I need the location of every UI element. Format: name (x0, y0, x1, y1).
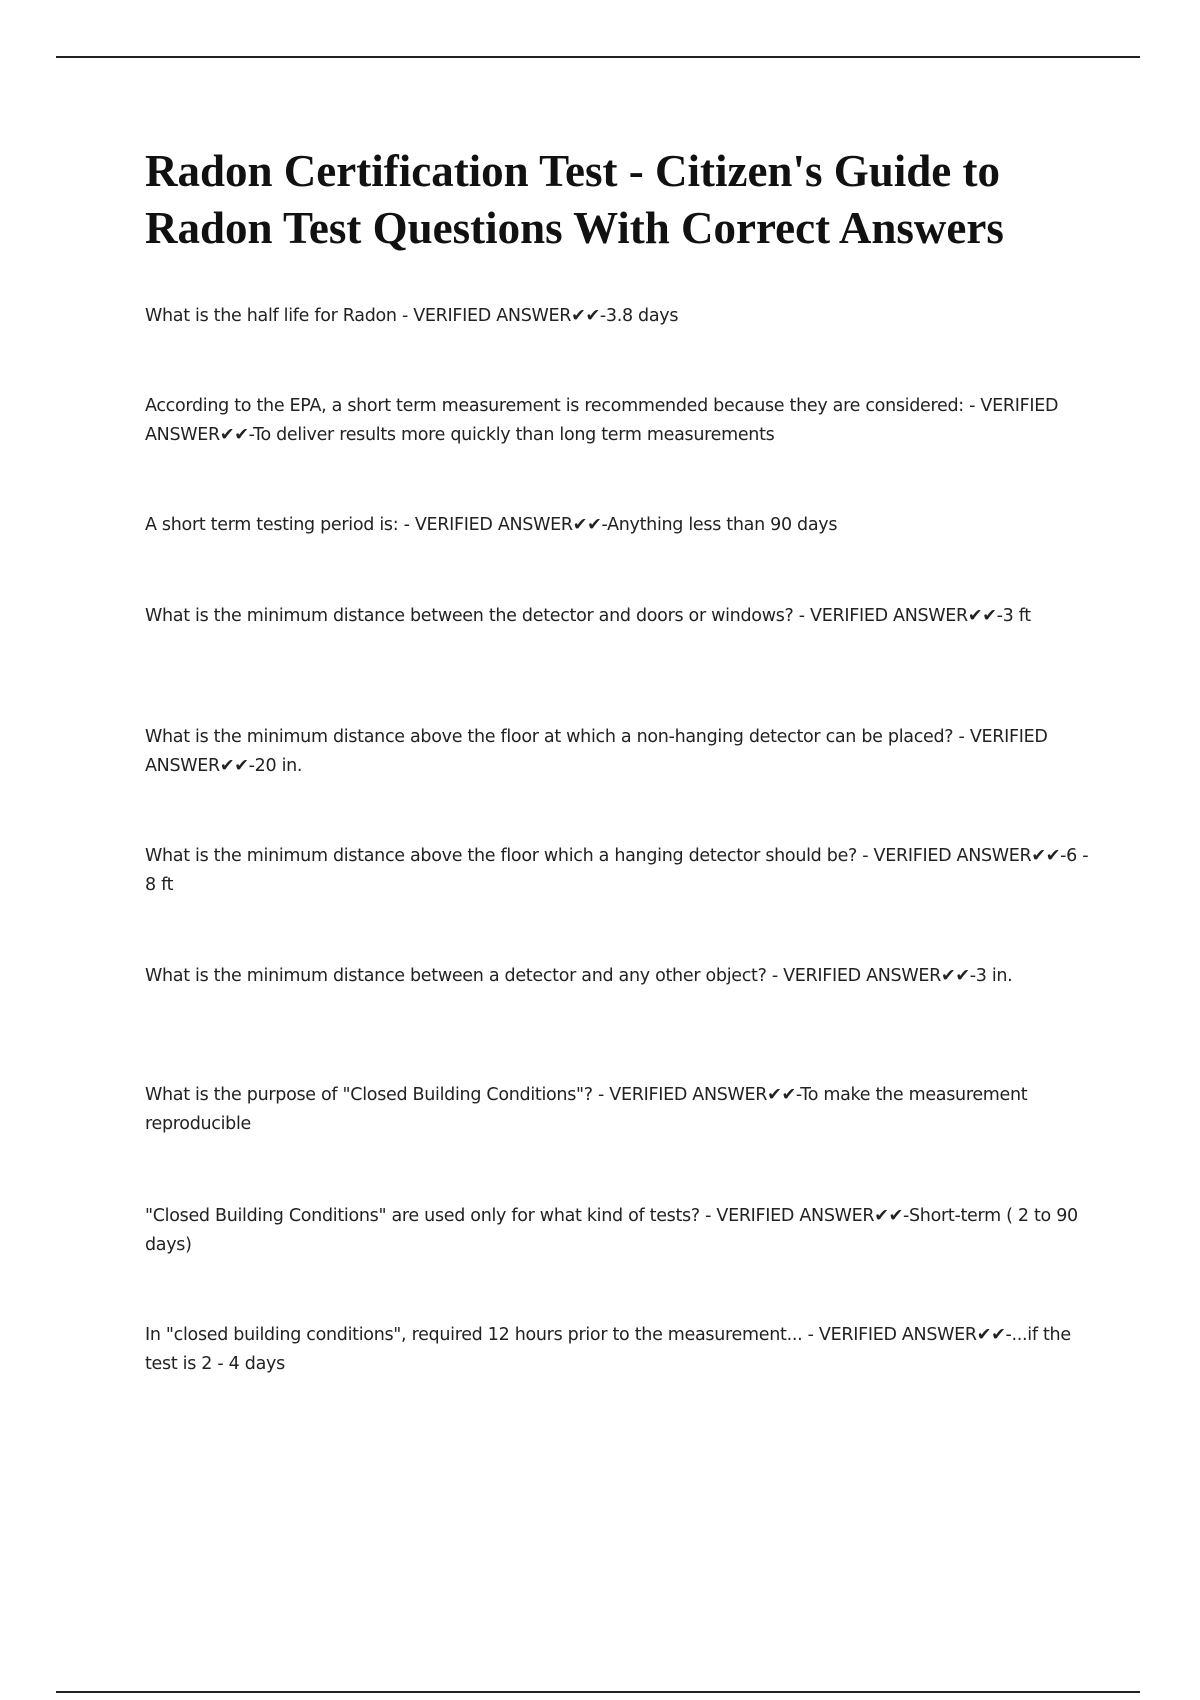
qa-item-1: What is the half life for Radon - VERIFIED ANSWER✔✔-3.8 days (145, 306, 679, 326)
document-title: Radon Certification Test - Citizen's Guide to Radon Test Questions With Correct Answers (145, 146, 1004, 253)
header-rule (56, 56, 1140, 58)
qa-item-7: What is the minimum distance between a detector and any other object? - VERIFIED ANSWER✔✔-3 in. (145, 966, 1013, 986)
qa-item-2: According to the EPA, a short term measurement is recommended because they are considered: - VERIFIED ANSWER✔✔-To deliver results more quickly than long term measurements (145, 396, 1059, 445)
qa-item-3: A short term testing period is: - VERIFIED ANSWER✔✔-Anything less than 90 days (145, 515, 838, 535)
qa-item-5: What is the minimum distance above the floor at which a non-hanging detector can be placed? - VERIFIED ANSWER✔✔-20 in. (145, 727, 1048, 776)
qa-item-6: What is the minimum distance above the floor which a hanging detector should be? - VERIFIED ANSWER✔✔-6 - 8 ft (145, 846, 1089, 895)
qa-item-9: "Closed Building Conditions" are used only for what kind of tests? - VERIFIED ANSWER✔✔-Short-term ( 2 to 90 days) (145, 1206, 1078, 1255)
qa-item-8: What is the purpose of "Closed Building Conditions"? - VERIFIED ANSWER✔✔-To make the measurement reproducible (145, 1085, 1028, 1134)
qa-item-10: In "closed building conditions", required 12 hours prior to the measurement... - VERIFIED ANSWER✔✔-...if the test is 2 - 4 days (145, 1325, 1071, 1374)
footer-rule (56, 1691, 1140, 1693)
qa-item-4: What is the minimum distance between the detector and doors or windows? - VERIFIED ANSWER✔✔-3 ft (145, 606, 1031, 626)
